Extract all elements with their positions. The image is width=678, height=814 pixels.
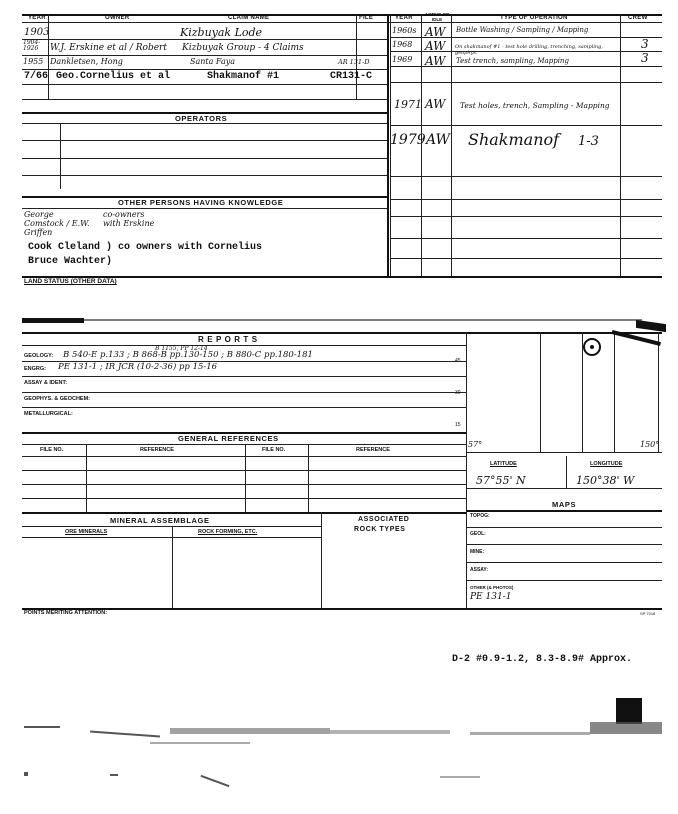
metallurgical-label: METALLURGICAL: <box>24 411 73 417</box>
reports-num-30: 30 <box>455 390 461 396</box>
owner-row-3-owner: Dankletsen, Hong <box>50 57 123 66</box>
gr-col-file-no: FILE NO. <box>40 447 64 453</box>
owner-row-4-file: CR131-C <box>330 71 373 82</box>
owner-row-3-year: 1955 <box>23 57 44 66</box>
op-row-5-year: 1979 <box>390 132 426 148</box>
owner-row-4-year: 7/66 <box>24 71 49 82</box>
engrg-value: PE 131-1 ; IR JCR (10-2-36) pp 15-16 <box>58 362 218 372</box>
geology-value: B 540-E p.133 ; B 868-B pp.130-150 ; B 880-C pp.180-181 <box>63 350 313 360</box>
knowledge-typed-line2: Bruce Wachter) <box>28 256 113 267</box>
other-photos-label: OTHER (& PHOTOS) <box>470 585 514 590</box>
geology-label: GEOLOGY: <box>24 353 54 359</box>
op-row-1-crew: 3 <box>641 37 649 51</box>
op-row-3-status: AW <box>425 54 446 68</box>
col-claim-name-header: CLAIM NAME <box>228 15 270 21</box>
geol-map-label: GEOL: <box>470 531 486 537</box>
op-row-4-year: 1971 <box>394 98 422 111</box>
assay-ident-label: ASSAY & IDENT: <box>24 380 68 386</box>
owner-row-2-year: 1904-1926 <box>23 39 41 52</box>
op-row-4-type: Test holes, trench, Sampling - Mapping <box>460 101 610 110</box>
owner-row-4-claim: Shakmanof #1 <box>207 71 280 82</box>
ore-minerals-header: ORE MINERALS <box>65 529 108 535</box>
owner-row-2-owner: W.J. Erskine et al / Robert <box>50 43 167 53</box>
latitude-label: LATITUDE <box>490 461 517 467</box>
op-row-1-year: 1960s <box>392 26 417 35</box>
knowledge-hand-note: co-owners with Erskine <box>103 210 155 228</box>
op-row-5-crew: 1-3 <box>578 134 599 149</box>
op-row-1-status: AW <box>425 25 446 39</box>
map-lat-tick: 57° <box>468 440 483 449</box>
owner-row-4-owner: Geo.Cornelius et al <box>56 71 171 82</box>
col-crew-header: CREW <box>628 15 648 21</box>
general-references-title: GENERAL REFERENCES <box>178 434 279 443</box>
owner-row-3-file: AR 131-D <box>338 58 370 66</box>
op-row-2-type: On shakmanof #1 - test hole drilling, trenching, sampling, geophys. <box>455 44 603 56</box>
topog-label: TOPOG: <box>470 513 490 519</box>
latitude-value: 57°55' N <box>476 474 526 487</box>
col-active-idle-header: ACTIVE OR IDLE <box>424 12 450 22</box>
longitude-label: LONGITUDE <box>590 461 623 467</box>
col-file-header: FILE <box>359 15 374 21</box>
op-row-5-type: Shakmanof <box>468 130 560 149</box>
col-year-header: YEAR <box>28 15 46 21</box>
form-number: SP 7018 <box>640 611 656 616</box>
typed-footer-note: D-2 #0.9-1.2, 8.3-8.9# Approx. <box>452 654 633 665</box>
associated-title-1: ASSOCIATED <box>358 516 410 523</box>
reports-num-45: 45 <box>455 358 461 364</box>
op-row-1-type: Bottle Washing / Sampling / Mapping <box>456 26 589 34</box>
op-row-5-status: AW <box>426 132 450 148</box>
gr-col-file-no2: FILE NO. <box>262 447 286 453</box>
op-row-3-type: Test trench, sampling, Mapping <box>456 57 569 65</box>
map-lon-tick: 150° <box>640 440 660 449</box>
maps-label: MAPS <box>552 500 577 509</box>
geophys-label: GEOPHYS. & GEOCHEM: <box>24 396 91 402</box>
engrg-label: ENGRG: <box>24 366 46 372</box>
op-row-4-status: AW <box>425 97 446 111</box>
owner-row-1-year: 1903 <box>24 27 50 38</box>
knowledge-label: OTHER PERSONS HAVING KNOWLEDGE <box>118 198 284 207</box>
gr-col-reference: REFERENCE <box>140 447 174 453</box>
mineral-assemblage-title: MINERAL ASSEMBLAGE <box>110 516 210 525</box>
reports-title: R E P O R T S <box>198 335 258 344</box>
op-row-2-status: AW <box>425 39 446 53</box>
other-photos-value: PE 131-1 <box>470 592 512 602</box>
longitude-value: 150°38' W <box>576 474 635 487</box>
rock-forming-header: ROCK FORMING, ETC. <box>198 529 258 535</box>
op-row-3-year: 1969 <box>392 55 413 64</box>
knowledge-typed-line1: Cook Cleland ) co owners with Cornelius <box>28 242 263 253</box>
col-type-operation-header: TYPE OF OPERATION <box>500 15 568 21</box>
mine-map-label: MINE: <box>470 549 485 555</box>
operators-label: OPERATORS <box>175 114 228 123</box>
op-row-2-crew: 3 <box>641 51 649 65</box>
owner-row-2-claim: Kizbuyak Group - 4 Claims <box>182 43 304 53</box>
knowledge-hand-names: George Comstock / E.W. Griffen <box>24 210 90 237</box>
owner-row-3-claim: Santa Faya <box>190 57 235 66</box>
reports-num-15: 15 <box>455 422 461 428</box>
geology-above-note: B 1155, PP 12-14 <box>155 345 208 352</box>
assay-map-label: ASSAY: <box>470 567 489 573</box>
land-status-label: LAND STATUS (OTHER DATA) <box>24 278 117 285</box>
col-owner-header: OWNER <box>105 15 130 21</box>
points-meriting-label: POINTS MERITING ATTENTION: <box>24 610 108 616</box>
owner-row-1-claim: Kizbuyak Lode <box>180 26 263 39</box>
col-year2-header: YEAR <box>395 15 413 21</box>
op-row-2-year: 1968 <box>392 40 413 49</box>
associated-title-2: ROCK TYPES <box>354 526 406 533</box>
location-marker-icon <box>583 338 601 356</box>
gr-col-reference2: REFERENCE <box>356 447 390 453</box>
